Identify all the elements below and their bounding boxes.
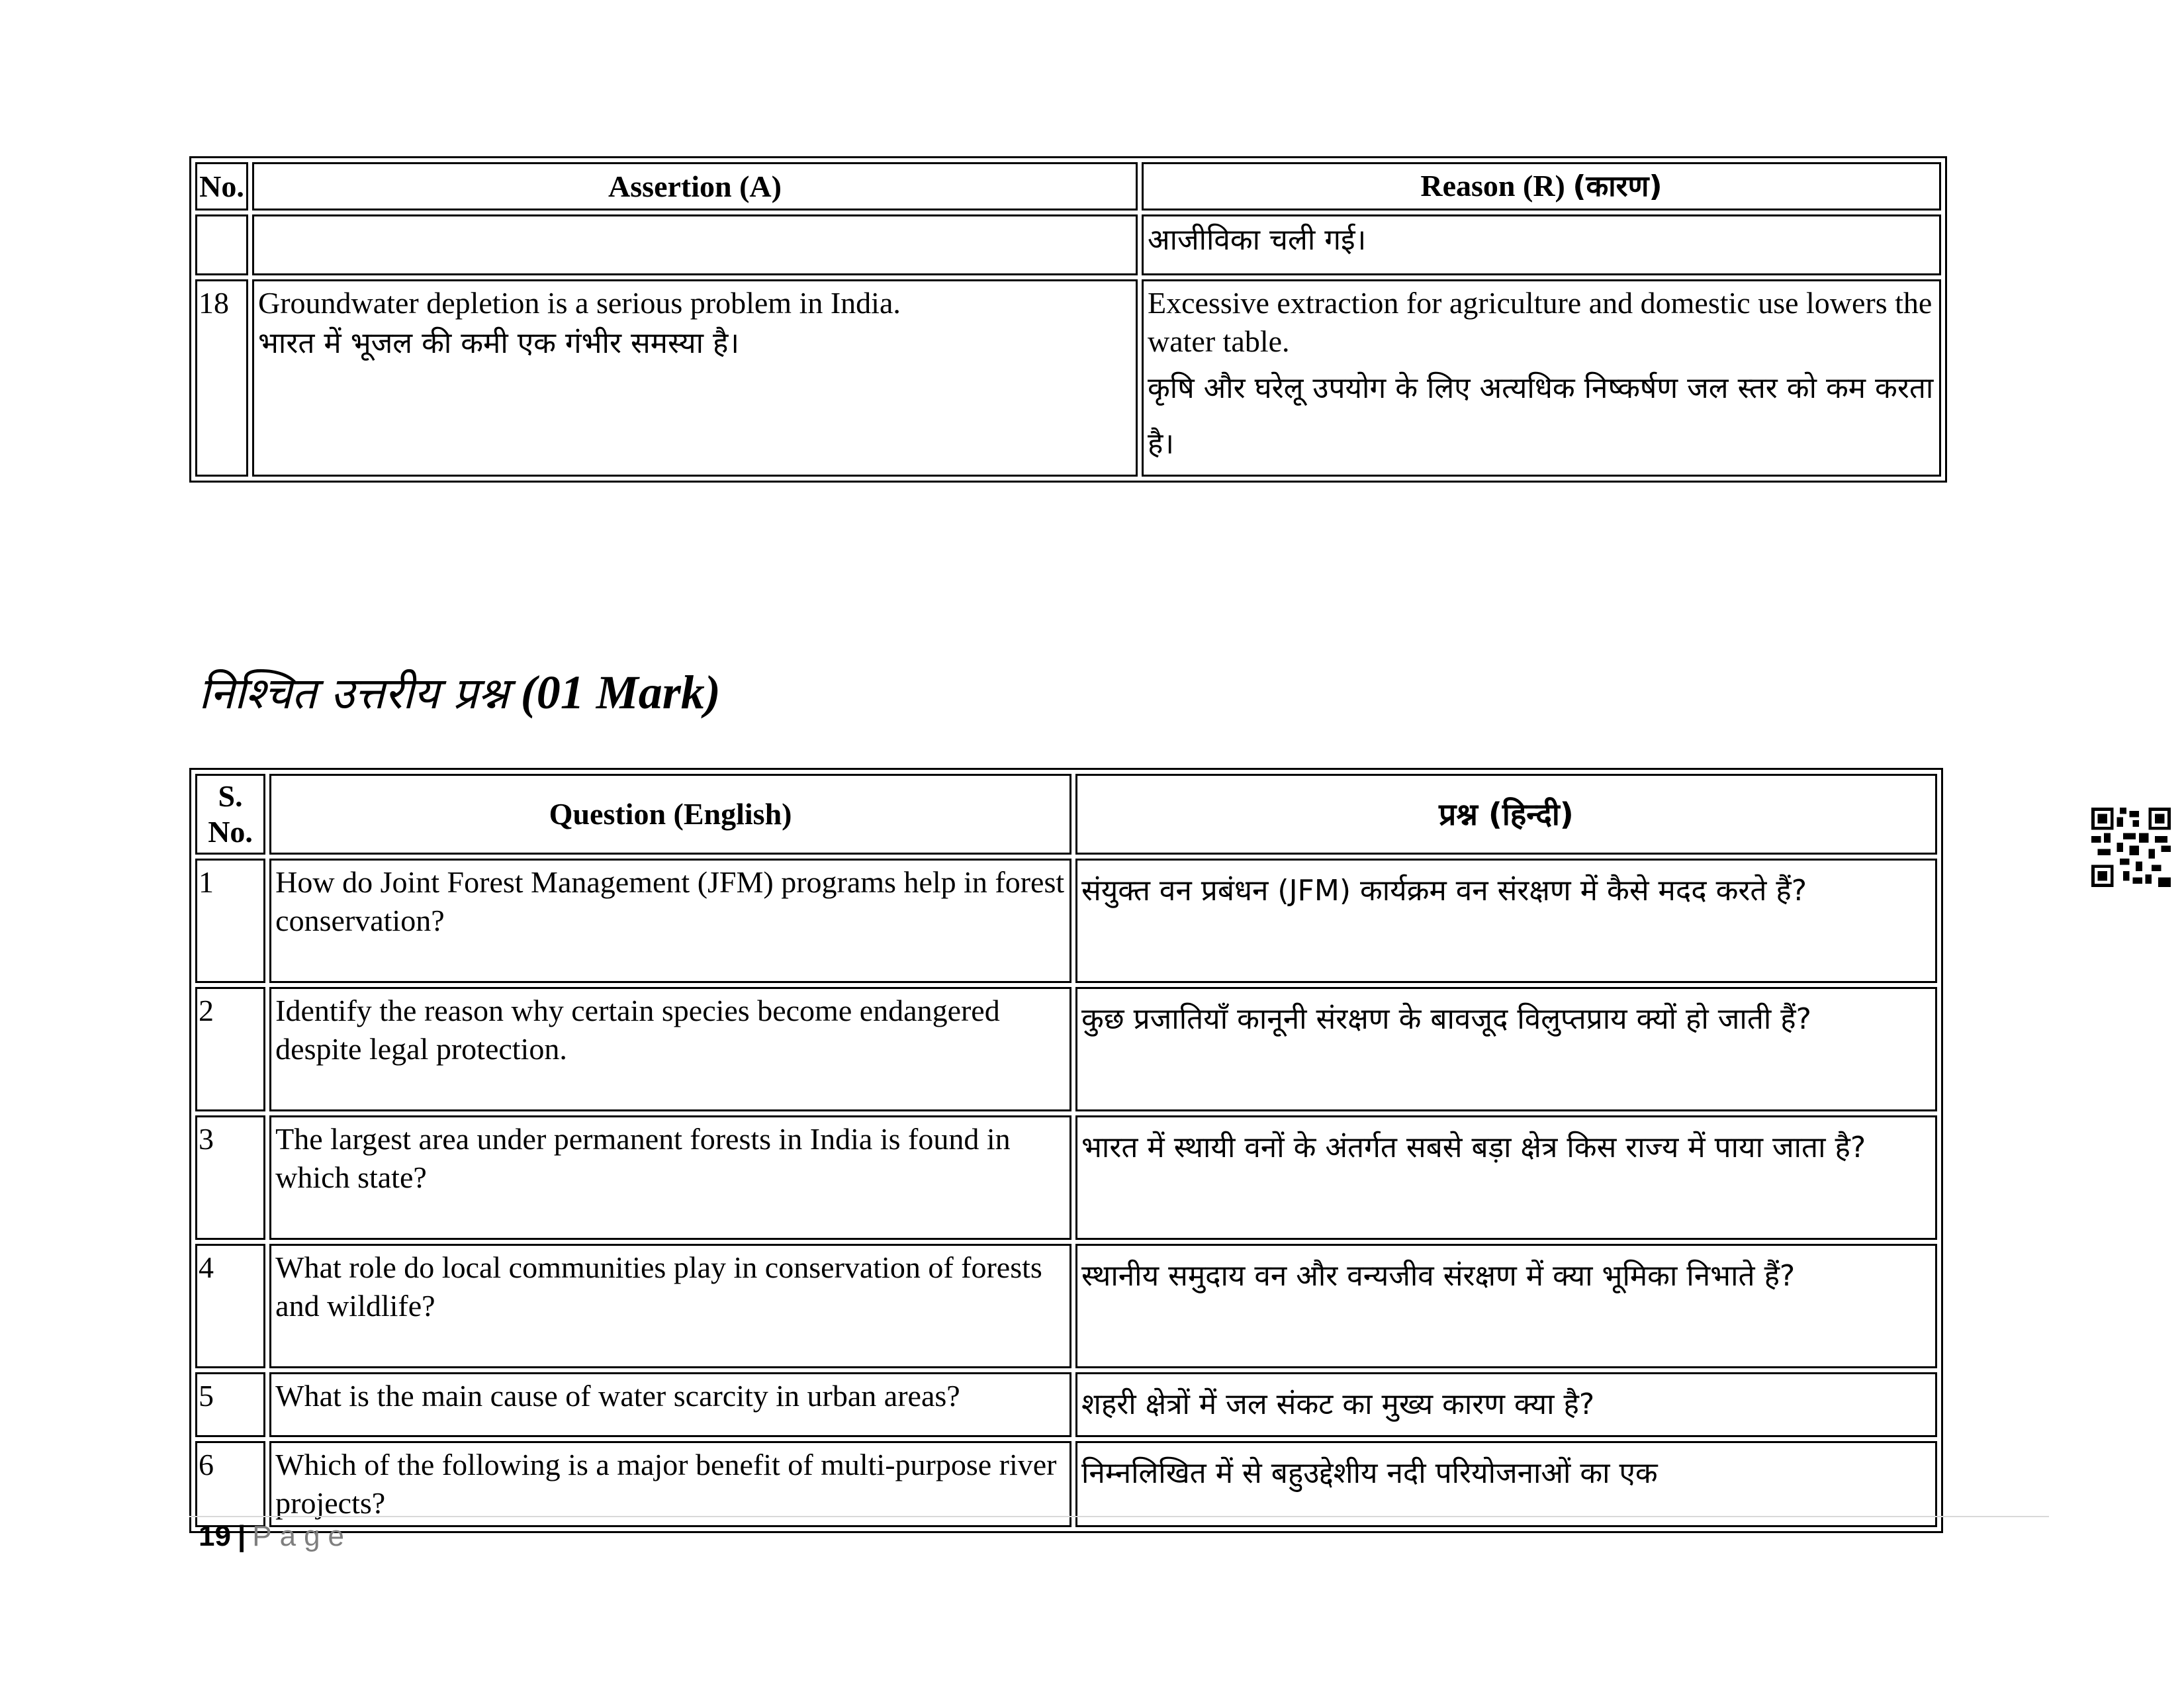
question-number: 6: [195, 1441, 265, 1527]
question-hindi: [1075, 1441, 1937, 1527]
header-reason: [1142, 162, 1941, 211]
question-hindi-text: स्थानीय समुदाय वन और वन्यजीव संरक्षण में क्या भूमिका निभाते हैं?: [1081, 1259, 1796, 1293]
header-question-hi: प्रश्न (हिन्दी): [1075, 774, 1937, 855]
row-number: 18: [195, 279, 248, 477]
question-table: [189, 768, 1943, 1533]
qr-code-icon: [2091, 808, 2171, 887]
table-row: [195, 1372, 1937, 1437]
page-footer: [199, 1520, 352, 1553]
question-hindi-text: भारत में स्थायी वनों के अंतर्गत सबसे बड़ा क्षेत्र किस राज्य में पाया जाता है?: [1081, 1131, 1866, 1164]
question-english: Which of the following is a major benefit of multi-purpose river projects?: [269, 1441, 1071, 1527]
continuation-no: [195, 214, 248, 275]
continuation-reason: [1142, 214, 1941, 275]
reason-cell: [1142, 279, 1941, 477]
section-title-en: (01 Mark): [520, 666, 721, 719]
table-row: [195, 214, 1941, 275]
continuation-reason-hi: आजीविका चली गई।: [1148, 223, 1367, 257]
table-header-row: [195, 774, 1937, 855]
question-hindi-text: कुछ प्रजातियाँ कानूनी संरक्षण के बावजूद विलुप्तप्राय क्यों हो जाती हैं?: [1081, 1002, 1812, 1036]
header-sno-line1: S.: [218, 779, 243, 813]
question-number: 1: [195, 859, 265, 983]
question-number: 4: [195, 1244, 265, 1368]
question-english: What role do local communities play in conservation of forests and wildlife?: [269, 1244, 1071, 1368]
question-hindi: [1075, 859, 1937, 983]
table-row: [195, 1244, 1937, 1368]
table-header-row: [195, 162, 1941, 211]
header-sno: [195, 774, 265, 855]
assertion-hi: भारत में भूजल की कमी एक गंभीर समस्या है।: [258, 326, 740, 360]
section-title-hi: निश्चित उत्तरीय प्रश्न: [199, 668, 509, 719]
header-assertion: Assertion (A): [252, 162, 1138, 211]
question-english: The largest area under permanent forests in India is found in which state?: [269, 1115, 1071, 1240]
header-sno-line2: No.: [208, 815, 253, 849]
footer-separator: |: [237, 1520, 246, 1552]
question-number: 3: [195, 1115, 265, 1240]
table-row: [195, 1441, 1937, 1527]
question-english: Identify the reason why certain species become endangered despite legal protection.: [269, 987, 1071, 1111]
header-reason-hi: (कारण): [1572, 169, 1662, 203]
question-english: What is the main cause of water scarcity in urban areas?: [269, 1372, 1071, 1437]
question-hindi-text: निम्नलिखित में से बहुउद्देशीय नदी परियोजनाओं का एक: [1081, 1456, 1658, 1490]
continuation-assertion: [252, 214, 1138, 275]
reason-hi: कृषि और घरेलू उपयोग के लिए अत्यधिक निष्कर्षण जल स्तर को कम करता है।: [1148, 371, 1934, 461]
header-no: No.: [195, 162, 248, 211]
question-hindi: [1075, 1372, 1937, 1437]
header-question-en: Question (English): [269, 774, 1071, 855]
question-hindi-text: शहरी क्षेत्रों में जल संकट का मुख्य कारण क्या है?: [1081, 1387, 1595, 1421]
table-row: [195, 1115, 1937, 1240]
question-table-body: [195, 859, 1937, 1527]
question-hindi: [1075, 1115, 1937, 1240]
page-number: 19: [199, 1520, 231, 1552]
assertion-reason-table: [189, 156, 1947, 483]
question-hindi-text: संयुक्त वन प्रबंधन (JFM) कार्यक्रम वन संरक्षण में कैसे मदद करते हैं?: [1081, 874, 1807, 908]
question-number: 5: [195, 1372, 265, 1437]
assertion-cell: [252, 279, 1138, 477]
question-hindi: [1075, 987, 1937, 1111]
footer-divider: [189, 1516, 2049, 1517]
section-title: [199, 662, 721, 722]
header-reason-en: Reason (R): [1420, 169, 1565, 203]
table-row: [195, 987, 1937, 1111]
question-hindi: [1075, 1244, 1937, 1368]
question-number: 2: [195, 987, 265, 1111]
reason-en: Excessive extraction for agriculture and domestic use lowers the water table.: [1148, 286, 1933, 358]
assertion-en: Groundwater depletion is a serious problem in India.: [258, 286, 901, 320]
table-row: [195, 859, 1937, 983]
question-english: How do Joint Forest Management (JFM) programs help in forest conservation?: [269, 859, 1071, 983]
page-label: Page: [252, 1520, 353, 1552]
table-row: [195, 279, 1941, 477]
